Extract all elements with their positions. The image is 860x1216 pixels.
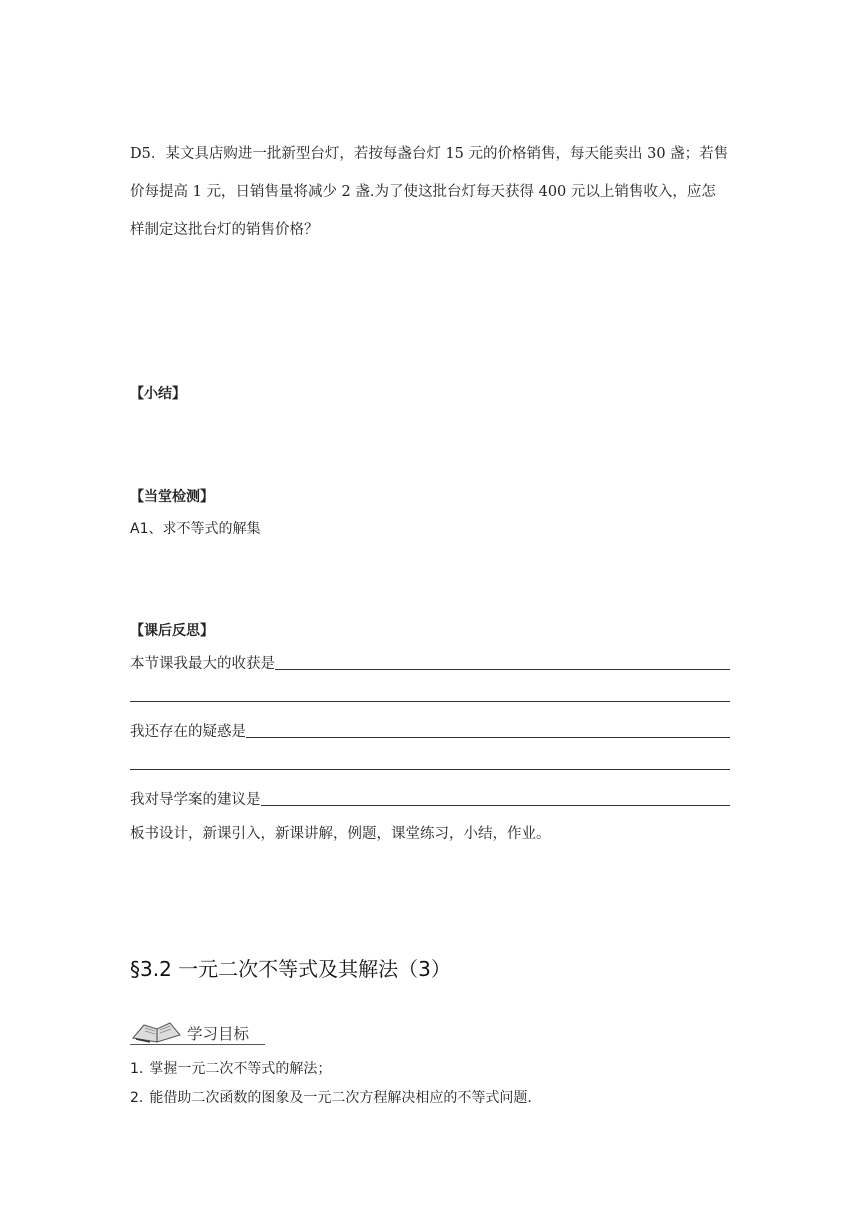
- reflection-suggestion-blank[interactable]: [261, 805, 731, 806]
- classroom-check-heading: 【当堂检测】: [130, 489, 214, 505]
- reflection-heading: 【课后反思】: [130, 623, 214, 639]
- goal-item-2: [130, 1087, 532, 1107]
- goal-item-1-num: 1.: [130, 1061, 144, 1077]
- goal-item-1-text: 掌握一元二次不等式的解法；: [149, 1061, 332, 1077]
- goal-item-1: [130, 1058, 331, 1078]
- goal-item-2-num: 2.: [130, 1090, 144, 1106]
- summary-heading: 【小结】: [130, 386, 186, 402]
- reflection-doubt-blank[interactable]: [246, 737, 730, 738]
- reflection-gain-blank-2[interactable]: [130, 701, 730, 702]
- reflection-gain-label: 本节课我最大的收获是: [130, 656, 275, 672]
- reflection-gain-row: [130, 652, 730, 673]
- learning-goals-banner: [130, 1018, 265, 1048]
- goal-item-2-text: 能借助二次函数的图象及一元二次方程解决相应的不等式问题.: [149, 1090, 532, 1106]
- reflection-doubt-row: [130, 720, 730, 741]
- reflection-doubt-label: 我还存在的疑惑是: [130, 724, 246, 740]
- board-design-text: 板书设计，新课引入，新课讲解，例题，课堂练习，小结，作业。: [130, 826, 551, 842]
- reflection-doubt-blank-2[interactable]: [130, 769, 730, 770]
- open-book-icon: [130, 1018, 184, 1044]
- reflection-gain-blank[interactable]: [275, 669, 730, 670]
- problem-d5-line-1: D5．某文具店购进一批新型台灯，若按每盏台灯 15 元的价格销售，每天能卖出 30 盏；若售: [130, 146, 729, 162]
- classroom-check-item: A1、求不等式的解集: [130, 521, 261, 537]
- problem-d5-line-2: 价每提高 1 元，日销售量将减少 2 盏.为了使这批台灯每天获得 400 元以上销售收入，应怎: [130, 184, 716, 200]
- learning-goals-underline: [130, 1044, 265, 1045]
- reflection-suggestion-label: 我对导学案的建议是: [130, 792, 261, 808]
- section-title: §3.2 一元二次不等式及其解法（3）: [130, 957, 451, 981]
- learning-goals-label: 学习目标: [187, 1025, 250, 1043]
- problem-d5-line-3: 样制定这批台灯的销售价格？: [130, 222, 319, 238]
- problem-d5: [130, 135, 730, 249]
- reflection-suggestion-row: [130, 788, 730, 809]
